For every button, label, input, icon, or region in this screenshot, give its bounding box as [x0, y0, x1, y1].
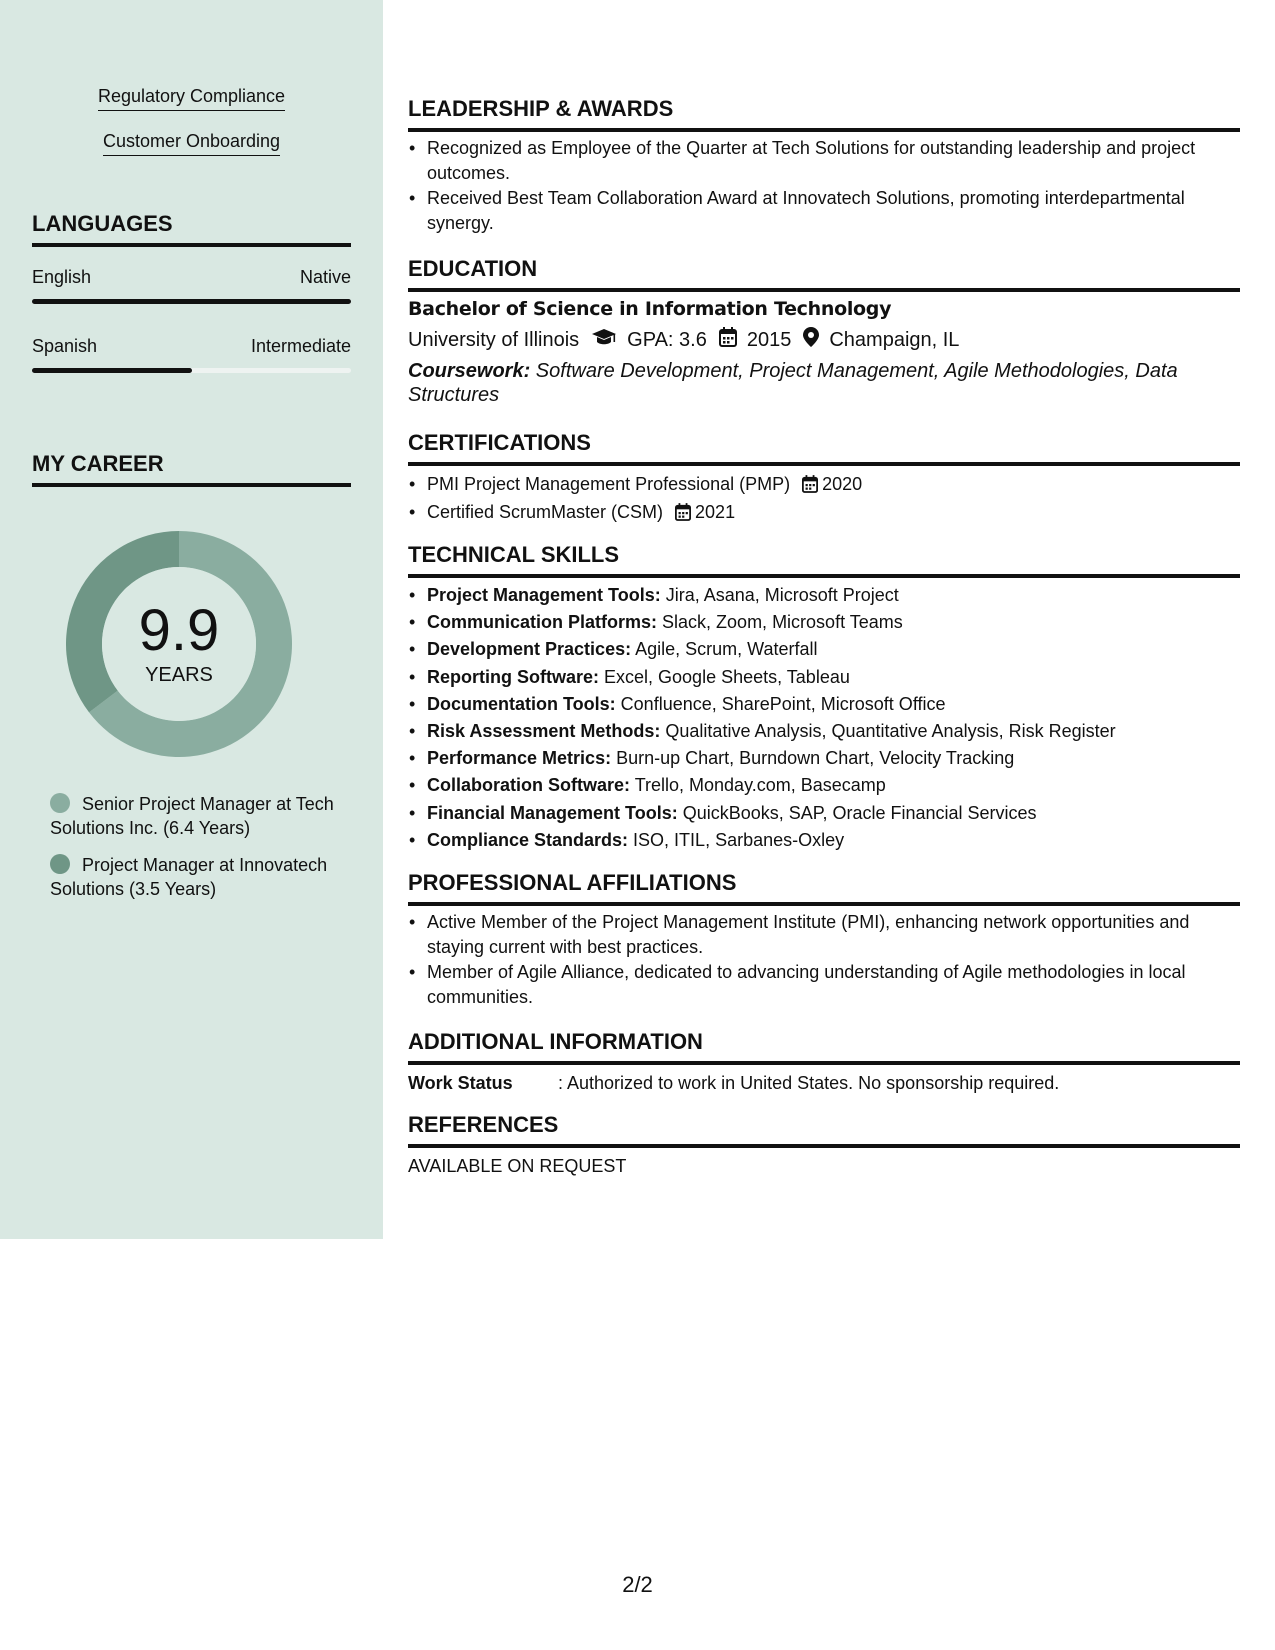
- language-row: [32, 267, 351, 288]
- language-proficiency-bar: [32, 299, 351, 304]
- location-pin-icon: [803, 327, 819, 353]
- language-proficiency-fill: [32, 368, 192, 373]
- affiliations-heading: PROFESSIONAL AFFILIATIONS: [408, 870, 1240, 906]
- certification-name: PMI Project Management Professional (PMP): [427, 474, 791, 494]
- affiliations-list: [408, 910, 1240, 1010]
- page-number: 2/2: [622, 1572, 653, 1597]
- language-name: Spanish: [32, 336, 98, 356]
- coursework: Coursework: Software Development, Project Management, Agile Methodologies, Data Structures: [408, 360, 1178, 406]
- technical-skills-heading: TECHNICAL SKILLS: [408, 542, 1240, 578]
- skill-tag: Customer Onboarding: [0, 131, 383, 156]
- education-heading: EDUCATION: [408, 256, 1240, 292]
- work-status-value: : Authorized to work in United States. No sponsorship required.: [558, 1073, 1060, 1093]
- calendar-icon: [719, 327, 737, 353]
- language-row: [32, 336, 351, 357]
- graduation-year: 2015: [746, 328, 792, 351]
- gpa: GPA: 3.6: [627, 328, 707, 351]
- list-item: • Development Practices: Agile, Scrum, Waterfall: [408, 636, 1240, 663]
- work-status-row: [408, 1073, 1059, 1094]
- list-item: • Collaboration Software: Trello, Monday.com, Basecamp: [408, 772, 1240, 799]
- list-item: • Member of Agile Alliance, dedicated to advancing understanding of Agile methodologies in local communities.: [408, 960, 1240, 1010]
- list-item: • Documentation Tools: Confluence, SharePoint, Microsoft Office: [408, 691, 1240, 718]
- list-item: • Active Member of the Project Management Institute (PMI), enhancing network opportunities and staying current with best practices.: [408, 910, 1240, 960]
- sidebar: [0, 0, 383, 1239]
- language-proficiency-bar: [32, 368, 351, 373]
- leadership-list: [408, 136, 1240, 236]
- legend-dot: [50, 854, 70, 874]
- technical-skills-list: [408, 582, 1240, 854]
- additional-info-heading: ADDITIONAL INFORMATION: [408, 1029, 1240, 1065]
- references-heading: REFERENCES: [408, 1112, 1240, 1148]
- calendar-icon: [802, 475, 818, 500]
- language-level: Intermediate: [250, 336, 351, 356]
- legend-dot: [50, 793, 70, 813]
- list-item: • Recognized as Employee of the Quarter at Tech Solutions for outstanding leadership and project outcomes.: [408, 136, 1240, 186]
- references-text: AVAILABLE ON REQUEST: [408, 1156, 627, 1176]
- certification-year: 2021: [695, 502, 736, 522]
- career-years-unit: YEARS: [145, 664, 213, 686]
- education-details: [408, 327, 959, 353]
- location: Champaign, IL: [829, 328, 960, 351]
- certification-name: Certified ScrumMaster (CSM): [427, 502, 664, 522]
- career-heading: MY CAREER: [32, 451, 351, 487]
- language-name: English: [32, 267, 92, 287]
- certification-year: 2020: [822, 474, 863, 494]
- language-level: Native: [299, 267, 351, 287]
- list-item: • Communication Platforms: Slack, Zoom, Microsoft Teams: [408, 609, 1240, 636]
- leadership-heading: LEADERSHIP & AWARDS: [408, 96, 1240, 132]
- coursework-label: Coursework:: [408, 360, 531, 382]
- list-item: • Received Best Team Collaboration Award at Innovatech Solutions, promoting interdepartmental synergy.: [408, 186, 1240, 236]
- list-item: • Performance Metrics: Burn-up Chart, Burndown Chart, Velocity Tracking: [408, 745, 1240, 772]
- certifications-list: [408, 472, 1240, 528]
- career-legend-item: Project Manager at Innovatech Solutions (3.5 Years): [50, 855, 328, 899]
- list-item: • Financial Management Tools: QuickBooks, SAP, Oracle Financial Services: [408, 800, 1240, 827]
- language-proficiency-fill: [32, 299, 351, 304]
- list-item: • Reporting Software: Excel, Google Sheets, Tableau: [408, 664, 1240, 691]
- list-item: • Compliance Standards: ISO, ITIL, Sarbanes-Oxley: [408, 827, 1240, 854]
- career-legend-item: Senior Project Manager at Tech Solutions Inc. (6.4 Years): [50, 794, 334, 838]
- calendar-icon: [675, 503, 691, 528]
- languages-heading: LANGUAGES: [32, 211, 351, 247]
- degree-title: Bachelor of Science in Information Technology: [408, 298, 892, 320]
- career-total-years: 9.9: [138, 598, 220, 663]
- skill-tag: Regulatory Compliance: [0, 86, 383, 111]
- certifications-heading: CERTIFICATIONS: [408, 430, 1240, 466]
- list-item: • Risk Assessment Methods: Qualitative Analysis, Quantitative Analysis, Risk Register: [408, 718, 1240, 745]
- school-name: University of Illinois: [408, 328, 580, 351]
- list-item: • Project Management Tools: Jira, Asana, Microsoft Project: [408, 582, 1240, 609]
- list-item: [408, 472, 1240, 500]
- list-item: [408, 500, 1240, 528]
- graduation-cap-icon: [591, 328, 617, 352]
- work-status-label: Work Status: [408, 1073, 513, 1093]
